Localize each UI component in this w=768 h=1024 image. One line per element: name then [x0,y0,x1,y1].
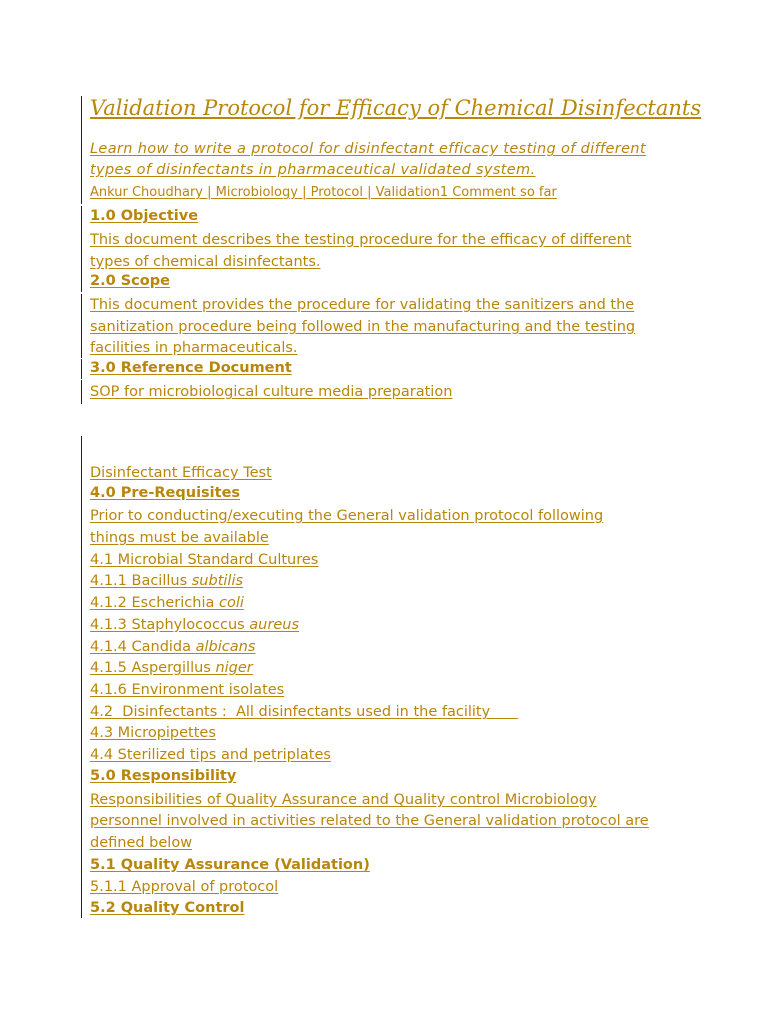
change-bar [81,206,82,230]
change-bar [81,436,82,918]
list-item[interactable] [90,680,284,700]
list-item[interactable] [90,702,518,722]
change-bar [81,359,82,379]
list-item[interactable] [90,658,253,678]
document-title[interactable]: Validation Protocol for Efficacy of Chemical Disinfectants [90,96,702,120]
list-item-species: aureus [249,617,299,633]
list-item-species: subtilis [191,573,244,589]
scope-line-2[interactable]: sanitization procedure being followed in the manufacturing and the testing [90,319,636,335]
scope-line-1[interactable]: This document provides the procedure for validating the sanitizers and the [90,297,635,313]
reference-line-1[interactable]: SOP for microbiological culture media preparation [90,384,453,400]
scope-heading[interactable]: 2.0 Scope [90,273,170,289]
change-bar [81,380,82,404]
list-item[interactable] [90,745,331,765]
list-item-text: 4.4 Sterilized tips and petriplates [90,747,331,763]
list-item[interactable] [90,637,255,657]
responsibility-line-1[interactable]: Responsibilities of Quality Assurance and Quality control Microbiology [90,792,597,808]
qc-heading[interactable]: 5.2 Quality Control [90,900,245,916]
prerequisites-line-1[interactable]: Prior to conducting/executing the General validation protocol following [90,508,604,524]
list-item[interactable] [90,550,318,570]
list-item[interactable] [90,723,216,743]
objective-heading[interactable]: 1.0 Objective [90,208,199,224]
list-item[interactable] [90,571,243,591]
list-item-text: 4.1.3 Staphylococcus [90,617,250,633]
list-item-text: 4.1 Microbial Standard Cultures [90,552,319,568]
list-item-species: coli [218,595,244,611]
change-bar [81,294,82,358]
qa-heading[interactable]: 5.1 Quality Assurance (Validation) [90,857,370,873]
change-bar [81,230,82,272]
list-item-species: niger [215,660,253,676]
prerequisites-line-2[interactable]: things must be available [90,530,269,546]
prerequisites-heading[interactable]: 4.0 Pre-Requisites [90,485,241,501]
list-item[interactable] [90,615,299,635]
byline[interactable]: Ankur Choudhary | Microbiology | Protocol | Validation1 Comment so far [90,185,557,200]
list-item-text: 4.1.2 Escherichia [90,595,219,611]
list-item[interactable] [90,593,244,613]
scope-line-3[interactable]: facilities in pharmaceuticals. [90,340,298,356]
reference-heading[interactable]: 3.0 Reference Document [90,360,292,376]
intro-line-2[interactable]: types of disinfectants in pharmaceutical validated system. [90,162,536,178]
list-item-text: 4.2 Disinfectants : All disinfectants used in the facility [90,704,518,720]
list-item-text: 4.1.5 Aspergillus [90,660,216,676]
qa-item[interactable]: 5.1.1 Approval of protocol [90,879,279,895]
list-item-text: 4.3 Micropipettes [90,725,216,741]
list-item-text: 4.1.4 Candida [90,639,196,655]
list-item-species: albicans [195,639,256,655]
change-bar [81,272,82,292]
responsibility-heading[interactable]: 5.0 Responsibility [90,768,237,784]
objective-line-1[interactable]: This document describes the testing procedure for the efficacy of different [90,232,632,248]
responsibility-line-2[interactable]: personnel involved in activities related to the General validation protocol are [90,813,649,829]
change-bar [81,96,82,204]
responsibility-line-3[interactable]: defined below [90,835,193,851]
intro-line-1[interactable]: Learn how to write a protocol for disinfectant efficacy testing of different [90,141,646,157]
list-item-text: 4.1.6 Environment isolates [90,682,285,698]
list-item-text: 4.1.1 Bacillus [90,573,192,589]
test-title[interactable]: Disinfectant Efficacy Test [90,465,272,481]
objective-line-2[interactable]: types of chemical disinfectants. [90,254,321,270]
